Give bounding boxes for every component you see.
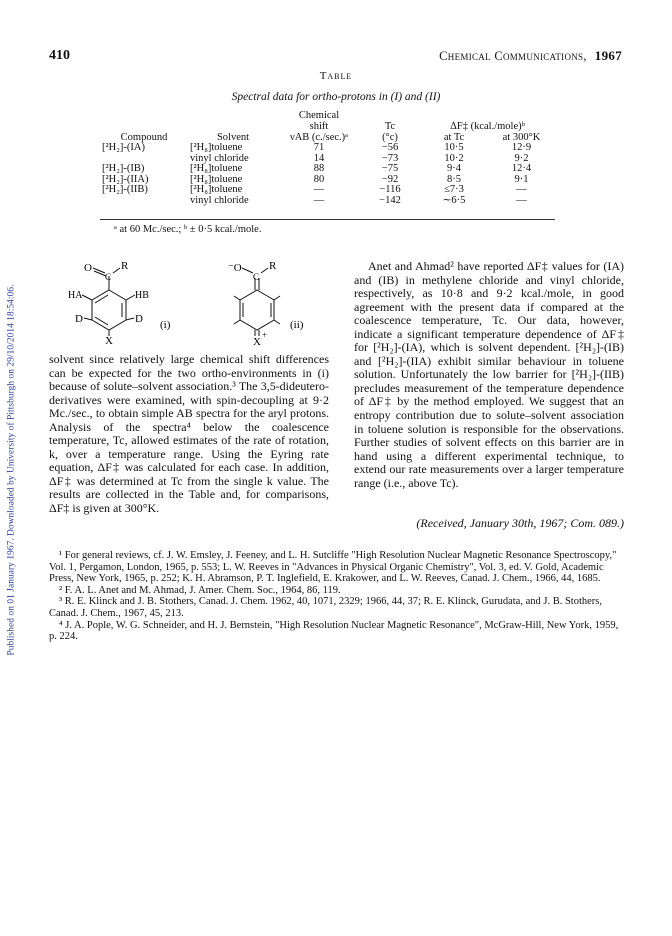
structure-i-label: (i) (160, 319, 171, 331)
right-paragraph: Anet and Ahmad² have reported ΔF‡ values for (IA) and (IB) in methylene chloride and vinyl chloride, respectively, as 10·8 and 9·2 kcal./mole, in good agreement with the present data if compared at the coalescence temperature, Tc. Our data, however, indicate a significant temperature dependence of ΔF‡ for [²H₂]-(IA), which is solvent dependent. [²H₂]-(IB) and [²H₂]-(IIA) exhibit similar behaviour in toluene solution. Unfortunately the low barrier for [²H₂]-(IIB) precludes measurement of the temperature dependence of ΔF‡ by the method employed. We suggest that an entropy contribution due to solute–solvent association in toluene solution is responsible for the observations. Further studies of solvent effects on this barrier are in hand using a different experimental technique, to extend our rate measurements over a larger temperature range (i.e., above Tc). (354, 259, 624, 490)
cell-tc: −56 (381, 142, 399, 153)
table-caption: Spectral data for ortho-protons in (I) and (II) (231, 91, 441, 103)
cell-dg-300: — (516, 194, 527, 206)
cell-dg-300: 12·4 (511, 163, 532, 175)
cell-dg-tc: 10·2 (444, 152, 464, 164)
cell-shift: 71 (313, 142, 325, 153)
cell-dg-tc: ≤7·3 (444, 184, 464, 196)
table-row (100, 143, 555, 154)
quinoid-ring (240, 290, 274, 330)
header-dg-1: ΔF‡ (kcal./mole)ᵇ (450, 121, 525, 132)
cell-dg-300: 9·1 (514, 173, 529, 185)
cell-solvent: [²H₈]toluene (190, 142, 243, 153)
structure-i (64, 258, 194, 347)
left-paragraph: solvent since relatively large chemical shift differences can be expected for the two ortho-environments in (i) because of solute–solvent association.³ The 3,5-dideutero-derivatives were examined, with spin-decoupling at 9·2 Mc./sec., to obtain simple AB spectra for the aryl protons. Analysis of the spectra⁴ below the coalescence temperature, Tc, allowed estimates of the rate of rotation, k, over a temperature range. Using the Eyring rate equation, ΔF‡ was calculated for each case. In addition, ΔF‡ was determined at Tc from the single k value. The results are collected in the Table and, for comparisons, ΔF‡ is given at 300°K. (49, 352, 329, 516)
spectral-data-table (100, 110, 555, 207)
journal-name: Chemical Communications, (439, 49, 587, 63)
cell-dg-300: 9·2 (514, 152, 529, 164)
cell-dg-tc: 9·4 (447, 163, 461, 175)
table-footnote: ᵃ at 60 Mc./sec.; ᵇ ± 0·5 kcal./mole. (114, 224, 262, 235)
header-solvent: Solvent (216, 132, 250, 143)
body-text-left (49, 353, 329, 516)
label-r: R (269, 260, 277, 272)
table-row (100, 175, 555, 186)
cell-shift: — (313, 184, 325, 196)
cell-solvent: vinyl chloride (190, 194, 249, 206)
table-title: Table (319, 70, 353, 82)
running-head (439, 48, 622, 64)
cell-shift: — (313, 194, 325, 206)
label-c: C (105, 272, 112, 282)
download-watermark (2, 150, 22, 790)
download-watermark-text: Published on 01 January 1967. Downloaded by University of Pittsburgh on 29/10/2014 18:54:06. (7, 284, 18, 656)
reference-item: ² F. A. L. Anet and M. Ahmad, J. Amer. Chem. Soc., 1964, 86, 119. (59, 584, 341, 596)
cell-compound: [²H₂]-(IB) (102, 163, 145, 175)
table-row (100, 196, 555, 207)
reference-item: ⁴ J. A. Pople, W. G. Schneider, and H. J. Bernstein, "High Resolution Nuclear Magnetic Resonance", McGraw-Hill, New York, 1959, p. 224. (49, 619, 619, 643)
structure-ii-label: (ii) (290, 319, 304, 331)
label-ha: HA (68, 290, 83, 301)
cell-solvent: [²H₈]toluene (190, 184, 243, 196)
cell-compound: [²H₂]-(IA) (102, 142, 145, 153)
table-bottom-rule (100, 219, 555, 220)
header-shift-3: νAB (c./sec.)ᵃ (289, 132, 349, 143)
cell-compound: [²H₂]-(IIB) (102, 184, 148, 196)
cell-dg-tc: 8·5 (447, 173, 461, 185)
header-tc-2: (°c) (382, 132, 398, 143)
label-hb: HB (135, 290, 149, 301)
label-c: C (253, 272, 260, 282)
reference-item: ¹ For general reviews, cf. J. W. Emsley, J. Feeney, and L. H. Sutcliffe "High Resolution Nuclear Magnetic Resonance Spectroscopy," Vol. 1, Pergamon, London, 1965, p. 553; L. W. Reeves in "Advances in Physical Organic Chemistry", Vol. 3, ed. V. Gold, Academic Press, New York, 1965, p. 252; K. H. Abramson, P. T. Inglefield, E. Krakower, and L. W. Reeves, Canad. J. Chem., 1966, 44, 1685. (49, 550, 617, 585)
label-x: X (253, 336, 261, 348)
structure-ii (212, 258, 342, 348)
cell-dg-300: — (516, 184, 527, 196)
page-number: 410 (49, 48, 70, 63)
table-row (100, 185, 555, 196)
cell-dg-tc: ∼6·5 (442, 194, 466, 206)
header-tc-1: Tc (384, 121, 396, 132)
label-o: O (84, 262, 92, 274)
cell-solvent: vinyl chloride (190, 152, 249, 164)
cell-tc: −75 (381, 163, 399, 175)
table-row (100, 154, 555, 165)
cell-solvent: [²H₈]toluene (190, 163, 243, 175)
cell-shift: 88 (313, 163, 325, 175)
cell-tc: −116 (379, 184, 401, 196)
label-r: R (121, 260, 129, 272)
header-shift-1: Chemical (298, 110, 340, 121)
header-compound: Compound (120, 132, 168, 143)
cell-shift: 80 (313, 173, 325, 185)
header-dg-300: at 300°K (502, 132, 541, 143)
header-shift-2: shift (309, 121, 329, 132)
cell-solvent: [²H₈]toluene (190, 173, 243, 185)
label-plus: + (262, 330, 268, 340)
cell-tc: −73 (381, 152, 399, 164)
body-text-right (354, 260, 624, 490)
header-dg-at: at Tc (443, 132, 465, 143)
cell-compound (100, 196, 188, 207)
reference-item: ³ R. E. Klinck and J. B. Stothers, Canad. J. Chem. 1962, 40, 1071, 2329; 1966, 44, 37; R. E. Klinck, Gurudata, and J. B. Stothers, Canad. J. Chem., 1967, 45, 213. (49, 596, 602, 619)
label-d-right: D (135, 313, 143, 325)
cell-shift: 14 (313, 152, 325, 164)
label-o-minus: ⁻O (228, 262, 242, 274)
references (49, 550, 624, 643)
label-d-left: D (75, 313, 83, 325)
cell-tc: −142 (379, 194, 401, 206)
table-row (100, 164, 555, 175)
cell-tc: −92 (381, 173, 399, 185)
received-line: (Received, January 30th, 1967; Com. 089.) (416, 516, 624, 530)
journal-year: 1967 (594, 48, 622, 63)
cell-dg-300: 12·9 (511, 142, 532, 153)
benzene-ring (92, 290, 126, 330)
label-x: X (105, 335, 113, 347)
cell-dg-tc: 10·5 (444, 142, 464, 153)
cell-compound: [²H₂]-(IIA) (102, 173, 149, 185)
